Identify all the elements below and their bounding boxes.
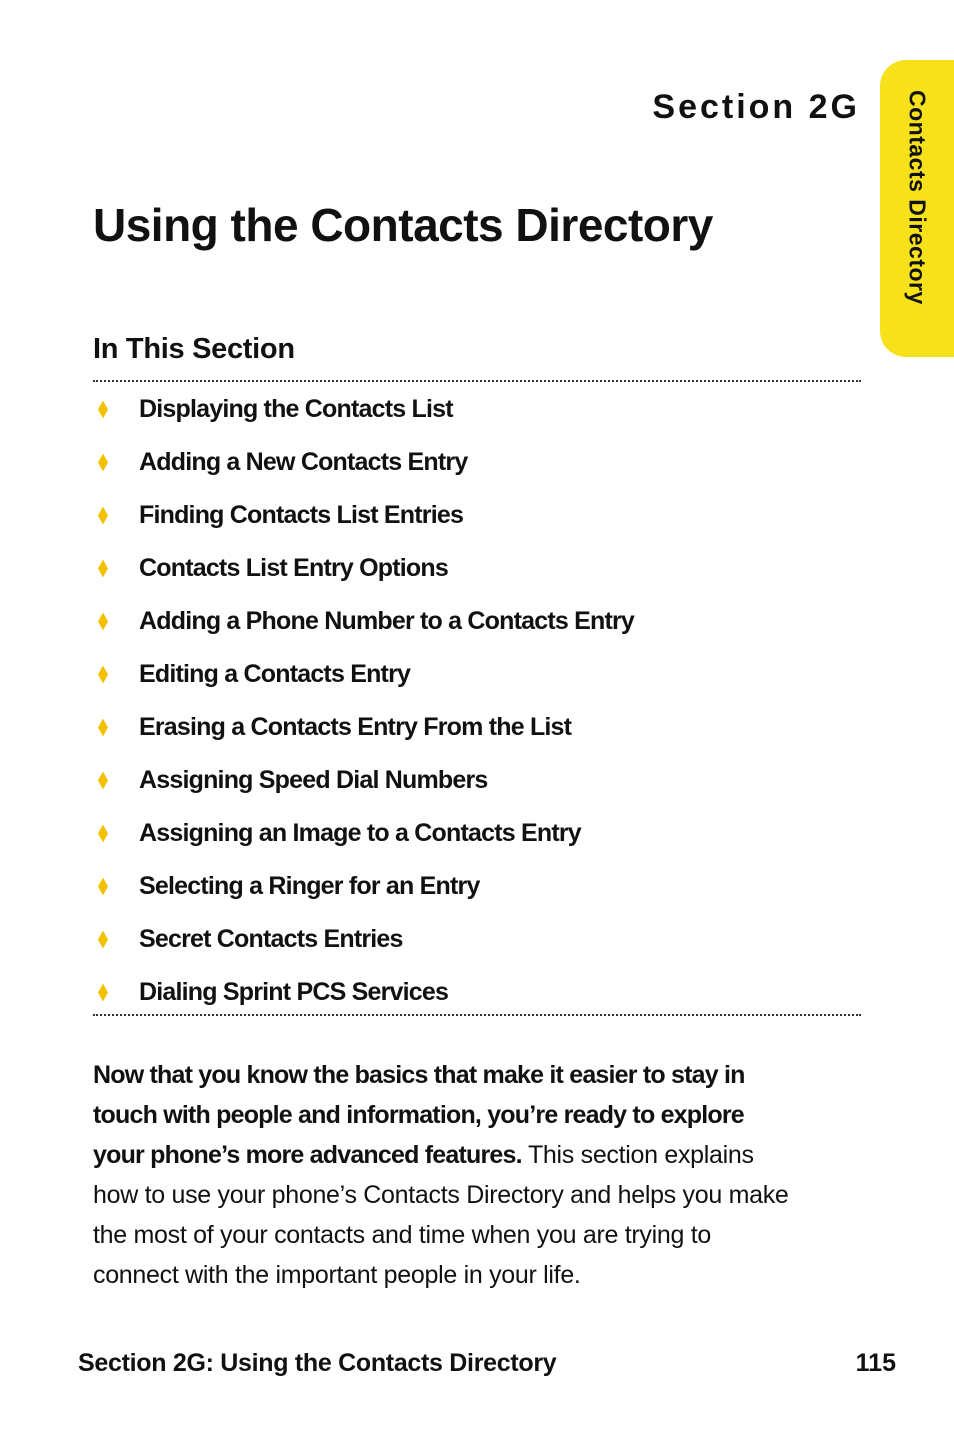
list-item[interactable] <box>93 754 634 807</box>
page-number: 115 <box>855 1349 896 1377</box>
list-item[interactable] <box>93 913 634 966</box>
diamond-bullet-icon <box>98 984 108 1002</box>
list-item[interactable] <box>93 383 634 436</box>
intro-body: This section explains how to use your phone’s Contacts Directory and helps you make the most of your contacts and time when you are trying to connect with the important people in your life. <box>93 1141 789 1289</box>
diamond-bullet-icon <box>98 931 108 949</box>
top-dotted-divider <box>93 380 861 382</box>
diamond-bullet-icon <box>98 507 108 525</box>
list-item-label: Editing a Contacts Entry <box>139 660 411 688</box>
diamond-bullet-icon <box>98 825 108 843</box>
list-item[interactable] <box>93 436 634 489</box>
intro-paragraph <box>93 1055 793 1295</box>
section-contents-list <box>93 383 634 1019</box>
list-item[interactable] <box>93 595 634 648</box>
list-item-label: Displaying the Contacts List <box>139 395 453 423</box>
list-item-label: Dialing Sprint PCS Services <box>139 978 449 1006</box>
diamond-bullet-icon <box>98 401 108 419</box>
bottom-dotted-divider <box>93 1014 861 1016</box>
diamond-bullet-icon <box>98 666 108 684</box>
diamond-bullet-icon <box>98 560 108 578</box>
diamond-bullet-icon <box>98 772 108 790</box>
list-item[interactable] <box>93 648 634 701</box>
list-item[interactable] <box>93 489 634 542</box>
list-item[interactable] <box>93 807 634 860</box>
side-tab-label: Contacts Directory <box>904 90 931 305</box>
list-item[interactable] <box>93 860 634 913</box>
list-item-label: Assigning Speed Dial Numbers <box>139 766 488 794</box>
list-item-label: Adding a New Contacts Entry <box>139 448 468 476</box>
side-tab <box>880 60 954 357</box>
diamond-bullet-icon <box>98 719 108 737</box>
list-item-label: Adding a Phone Number to a Contacts Entry <box>139 607 635 635</box>
list-item-label: Selecting a Ringer for an Entry <box>139 872 480 900</box>
page-title: Using the Contacts Directory <box>93 199 713 251</box>
diamond-bullet-icon <box>98 878 108 896</box>
list-item-label: Assigning an Image to a Contacts Entry <box>139 819 581 847</box>
list-item[interactable] <box>93 966 634 1019</box>
in-this-section-heading: In This Section <box>93 333 295 365</box>
diamond-bullet-icon <box>98 454 108 472</box>
section-label: Section 2G <box>652 88 860 126</box>
list-item-label: Finding Contacts List Entries <box>139 501 464 529</box>
list-item-label: Contacts List Entry Options <box>139 554 448 582</box>
diamond-bullet-icon <box>98 613 108 631</box>
list-item[interactable] <box>93 701 634 754</box>
list-item-label: Secret Contacts Entries <box>139 925 403 953</box>
list-item[interactable] <box>93 542 634 595</box>
intro-lead-in: Now that you know the basics that make it easier to stay in touch with people and information, you’re ready to explore your phone’s more advanced features. <box>93 1061 745 1169</box>
footer-section-title: Section 2G: Using the Contacts Directory <box>78 1349 557 1377</box>
list-item-label: Erasing a Contacts Entry From the List <box>139 713 572 741</box>
